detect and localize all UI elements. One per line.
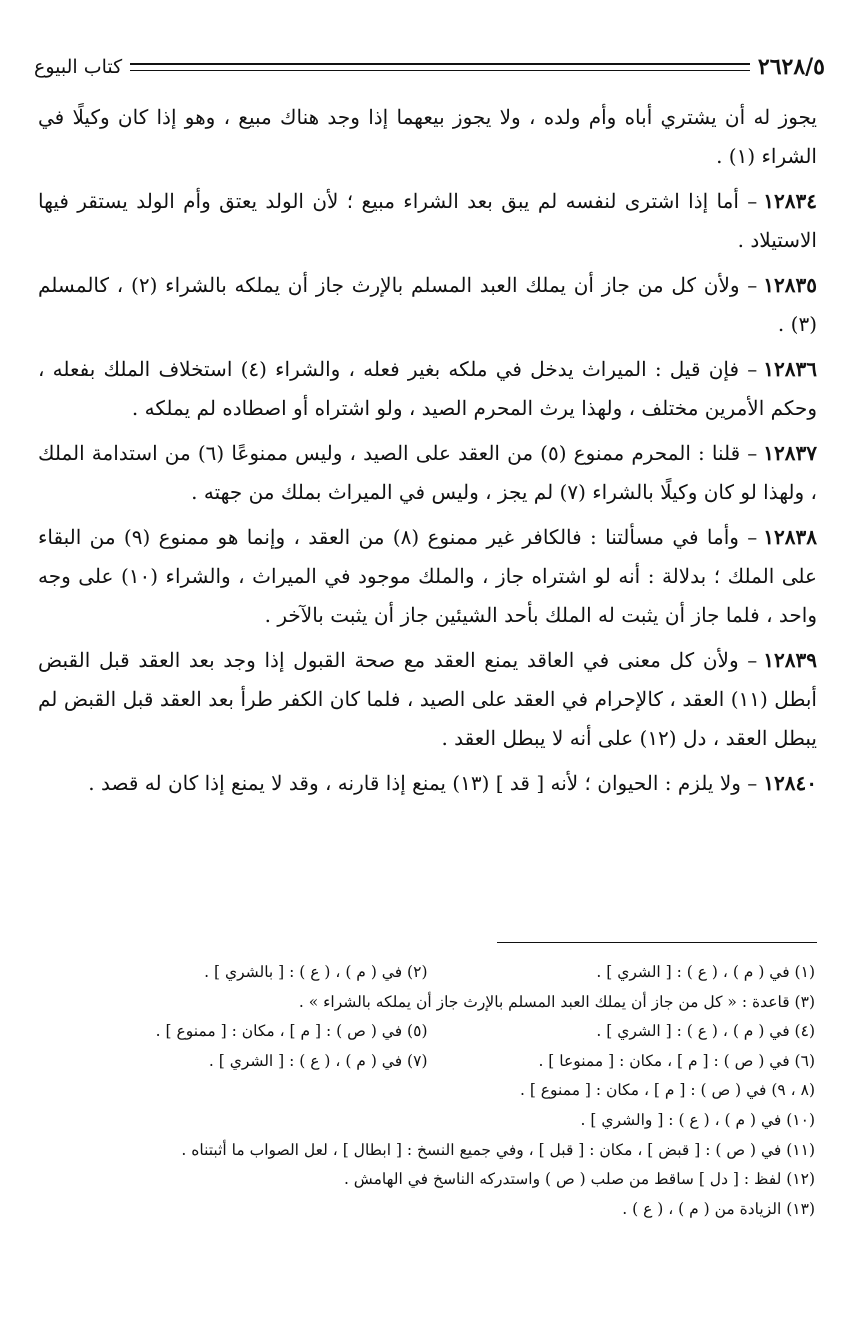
footnote-row bbox=[40, 988, 815, 1018]
paragraph bbox=[38, 764, 817, 803]
footnote-row bbox=[40, 958, 815, 988]
paragraph-text: – فإن قيل : الميراث يدخل في ملكه بغير فعله ، والشراء (٤) استخلاف الملك بفعله ، وحكم الأمرين مختلف ، ولهذا يرث المحرم الصيد ، ولو اشتراه أو اصطاده لم يملكه . bbox=[38, 357, 817, 420]
paragraph bbox=[38, 641, 817, 758]
paragraph-text: يجوز له أن يشتري أباه وأم ولده ، ولا يجوز بيعهما إذا وجد هناك مبيع ، وهو إذا كان وكيلًا في الشراء (١) . bbox=[38, 105, 817, 168]
footnote: (٦) في ( ص ) : [ م ] ، مكان : [ ممنوعا ] . bbox=[538, 1051, 815, 1070]
footnote-row bbox=[40, 1017, 815, 1047]
running-title: كتاب البيوع bbox=[34, 56, 123, 78]
footnote-row bbox=[40, 1047, 815, 1077]
footnote-row bbox=[40, 1136, 815, 1166]
footnote: (١) في ( م ) ، ( ع ) : [ الشري ] . bbox=[596, 963, 815, 981]
footnote: (٧) في ( م ) ، ( ع ) : [ الشري ] . bbox=[208, 1051, 428, 1070]
footnote: (١٠) في ( م ) ، ( ع ) : [ والشري ] . bbox=[580, 1110, 815, 1129]
paragraph bbox=[38, 434, 817, 512]
footnote-row bbox=[40, 1076, 815, 1106]
paragraph-text: – أما إذا اشترى لنفسه لم يبق بعد الشراء مبيع ؛ لأن الولد يعتق وأم الولد يستقر فيها الاستيلاد . bbox=[38, 189, 817, 252]
page-header bbox=[34, 50, 825, 84]
paragraph bbox=[38, 182, 817, 260]
paragraph-text: – قلنا : المحرم ممنوع (٥) من العقد على الصيد ، وليس ممنوعًا (٦) من استدامة الملك ، ولهذا لو كان وكيلًا بالشراء (٧) لم يجز ، وليس في الميراث بملك من جهته . bbox=[38, 441, 817, 504]
footnote: (١٣) الزيادة من ( م ) ، ( ع ) . bbox=[622, 1199, 815, 1218]
paragraph-text: – ولأن كل معنى في العاقد يمنع العقد مع صحة القبول إذا وجد بعد العقد قبل القبض أبطل (١١) العقد ، كالإحرام في العقد على الصيد ، فلما كان الكفر طرأ بعد العقد قبل القبض لم يبطل العقد ، دل (١٢) على أنه لا يبطل العقد . bbox=[38, 648, 817, 750]
page-number: ٢٦٢٨/٥ bbox=[757, 54, 825, 80]
paragraph-text: – وأما في مسألتنا : فالكافر غير ممنوع (٨) من العقد ، وإنما هو ممنوع (٩) من البقاء على الملك ؛ بدلالة : أنه لو اشتراه جاز ، والملك موجود في الميراث ، والشراء (١٠) على وجه واحد ، فلما جاز أن يثبت له الملك بأحد الشيئين جاز أن يثبت بالآخر . bbox=[38, 525, 817, 627]
footnote-separator bbox=[497, 942, 817, 943]
footnote: (١٢) لفظ : [ دل ] ساقط من صلب ( ص ) واستدركه الناسخ في الهامش . bbox=[343, 1170, 815, 1189]
paragraph bbox=[38, 266, 817, 344]
footnote-row bbox=[40, 1106, 815, 1136]
footnote-row bbox=[40, 1195, 815, 1225]
paragraph bbox=[38, 518, 817, 635]
paragraph-text: – ولأن كل من جاز أن يملك العبد المسلم بالإرث جاز أن يملكه بالشراء (٢) ، كالمسلم (٣) . bbox=[38, 273, 817, 336]
footnotes bbox=[40, 958, 815, 1224]
footnote: (٤) في ( م ) ، ( ع ) : [ الشري ] . bbox=[596, 1022, 815, 1041]
main-text bbox=[38, 98, 817, 809]
footnote: (٣) قاعدة : « كل من جاز أن يملك العبد المسلم بالإرث جاز أن يملكه بالشراء » . bbox=[298, 992, 815, 1011]
paragraph-number: ١٢٨٣٥ bbox=[763, 273, 817, 297]
paragraph-continuation bbox=[38, 98, 817, 176]
footnote: (٨ ، ٩) في ( ص ) : [ م ] ، مكان : [ ممنوع ] . bbox=[519, 1081, 815, 1100]
paragraph-number: ١٢٨٣٨ bbox=[763, 525, 817, 549]
footnote-row bbox=[40, 1165, 815, 1195]
footnote: (٥) في ( ص ) : [ م ] ، مكان : [ ممنوع ] . bbox=[155, 1022, 428, 1041]
paragraph-number: ١٢٨٤٠ bbox=[763, 771, 817, 795]
paragraph bbox=[38, 350, 817, 428]
paragraph-text: – ولا يلزم : الحيوان ؛ لأنه [ قد ] (١٣) يمنع إذا قارنه ، وقد لا يمنع إذا كان له قصد . bbox=[88, 771, 758, 795]
paragraph-number: ١٢٨٣٧ bbox=[763, 441, 818, 465]
footnote: (١١) في ( ص ) : [ قبض ] ، مكان : [ قبل ] ، وفي جميع النسخ : [ ابطال ] ، لعل الصواب ما أثبتناه . bbox=[181, 1140, 815, 1159]
paragraph-number: ١٢٨٣٤ bbox=[763, 189, 817, 213]
header-rule bbox=[130, 63, 750, 71]
paragraph-number: ١٢٨٣٦ bbox=[763, 357, 817, 381]
footnote: (٢) في ( م ) ، ( ع ) : [ بالشري ] . bbox=[204, 963, 428, 981]
paragraph-number: ١٢٨٣٩ bbox=[763, 648, 817, 672]
